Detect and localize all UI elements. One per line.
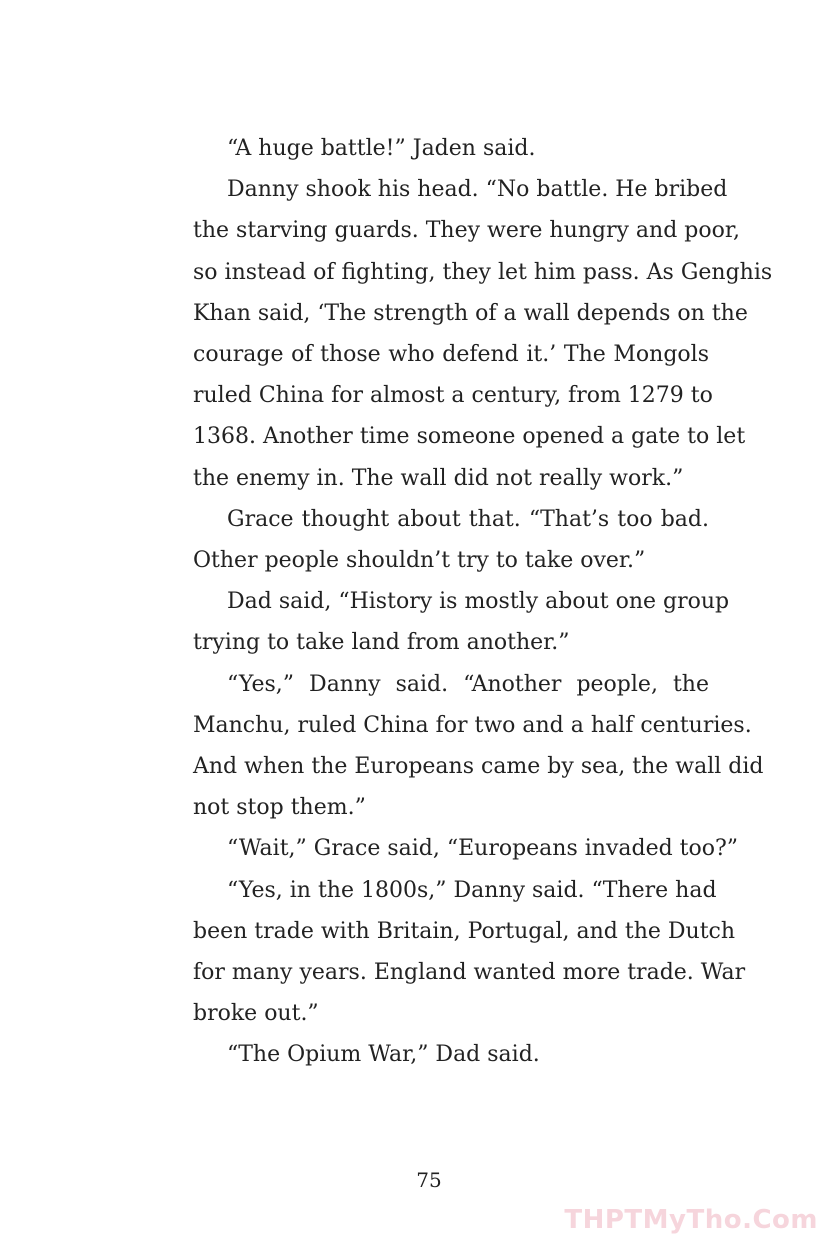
text-line: Manchu, ruled China for two and a half centuries. — [193, 712, 752, 738]
paragraph — [159, 128, 709, 169]
text-line: broke out.” — [193, 1001, 319, 1027]
paragraph — [159, 169, 773, 499]
text-line: 1368. Another time someone opened a gate to let — [193, 424, 746, 450]
text-line: Grace thought about that. “That’s too bad. — [227, 506, 709, 532]
watermark: THPTMyTho.Com — [564, 1205, 818, 1235]
page-number: 75 — [416, 1168, 442, 1192]
text-line: Khan said, ‘The strength of a wall depends on the — [193, 300, 748, 326]
paragraph — [159, 499, 709, 581]
text-line: been trade with Britain, Portugal, and the Dutch — [193, 918, 736, 944]
text-line: ruled China for almost a century, from 1279 to — [193, 383, 713, 409]
body-text — [159, 128, 773, 1076]
text-line: Dad said, “History is mostly about one group — [227, 589, 730, 615]
text-line: for many years. England wanted more trade. War — [193, 960, 746, 986]
text-line: “Wait,” Grace said, “Europeans invaded too?” — [227, 836, 739, 862]
text-line: so instead of fighting, they let him pass. As Genghis — [193, 259, 773, 285]
text-line: “Yes, in the 1800s,” Danny said. “There had — [227, 877, 717, 903]
text-line: And when the Europeans came by sea, the wall did — [193, 754, 764, 780]
paragraph — [159, 581, 730, 663]
text-line: the enemy in. The wall did not really work.” — [193, 465, 684, 491]
paragraph — [159, 1034, 709, 1075]
paragraph — [159, 664, 764, 829]
text-line: “Yes,” Danny said. “Another people, the — [227, 671, 709, 697]
text-line: “The Opium War,” Dad said. — [227, 1042, 540, 1068]
text-line: Danny shook his head. “No battle. He bribed — [227, 177, 728, 203]
text-line: not stop them.” — [193, 795, 366, 821]
paragraph — [159, 828, 739, 869]
text-line: Other people shouldn’t try to take over.” — [193, 548, 646, 574]
text-line: courage of those who defend it.’ The Mongols — [193, 342, 709, 368]
text-line: trying to take land from another.” — [193, 630, 570, 656]
text-line: “A huge battle!” Jaden said. — [227, 136, 536, 161]
paragraph — [159, 870, 746, 1035]
text-line: the starving guards. They were hungry and poor, — [193, 218, 740, 244]
